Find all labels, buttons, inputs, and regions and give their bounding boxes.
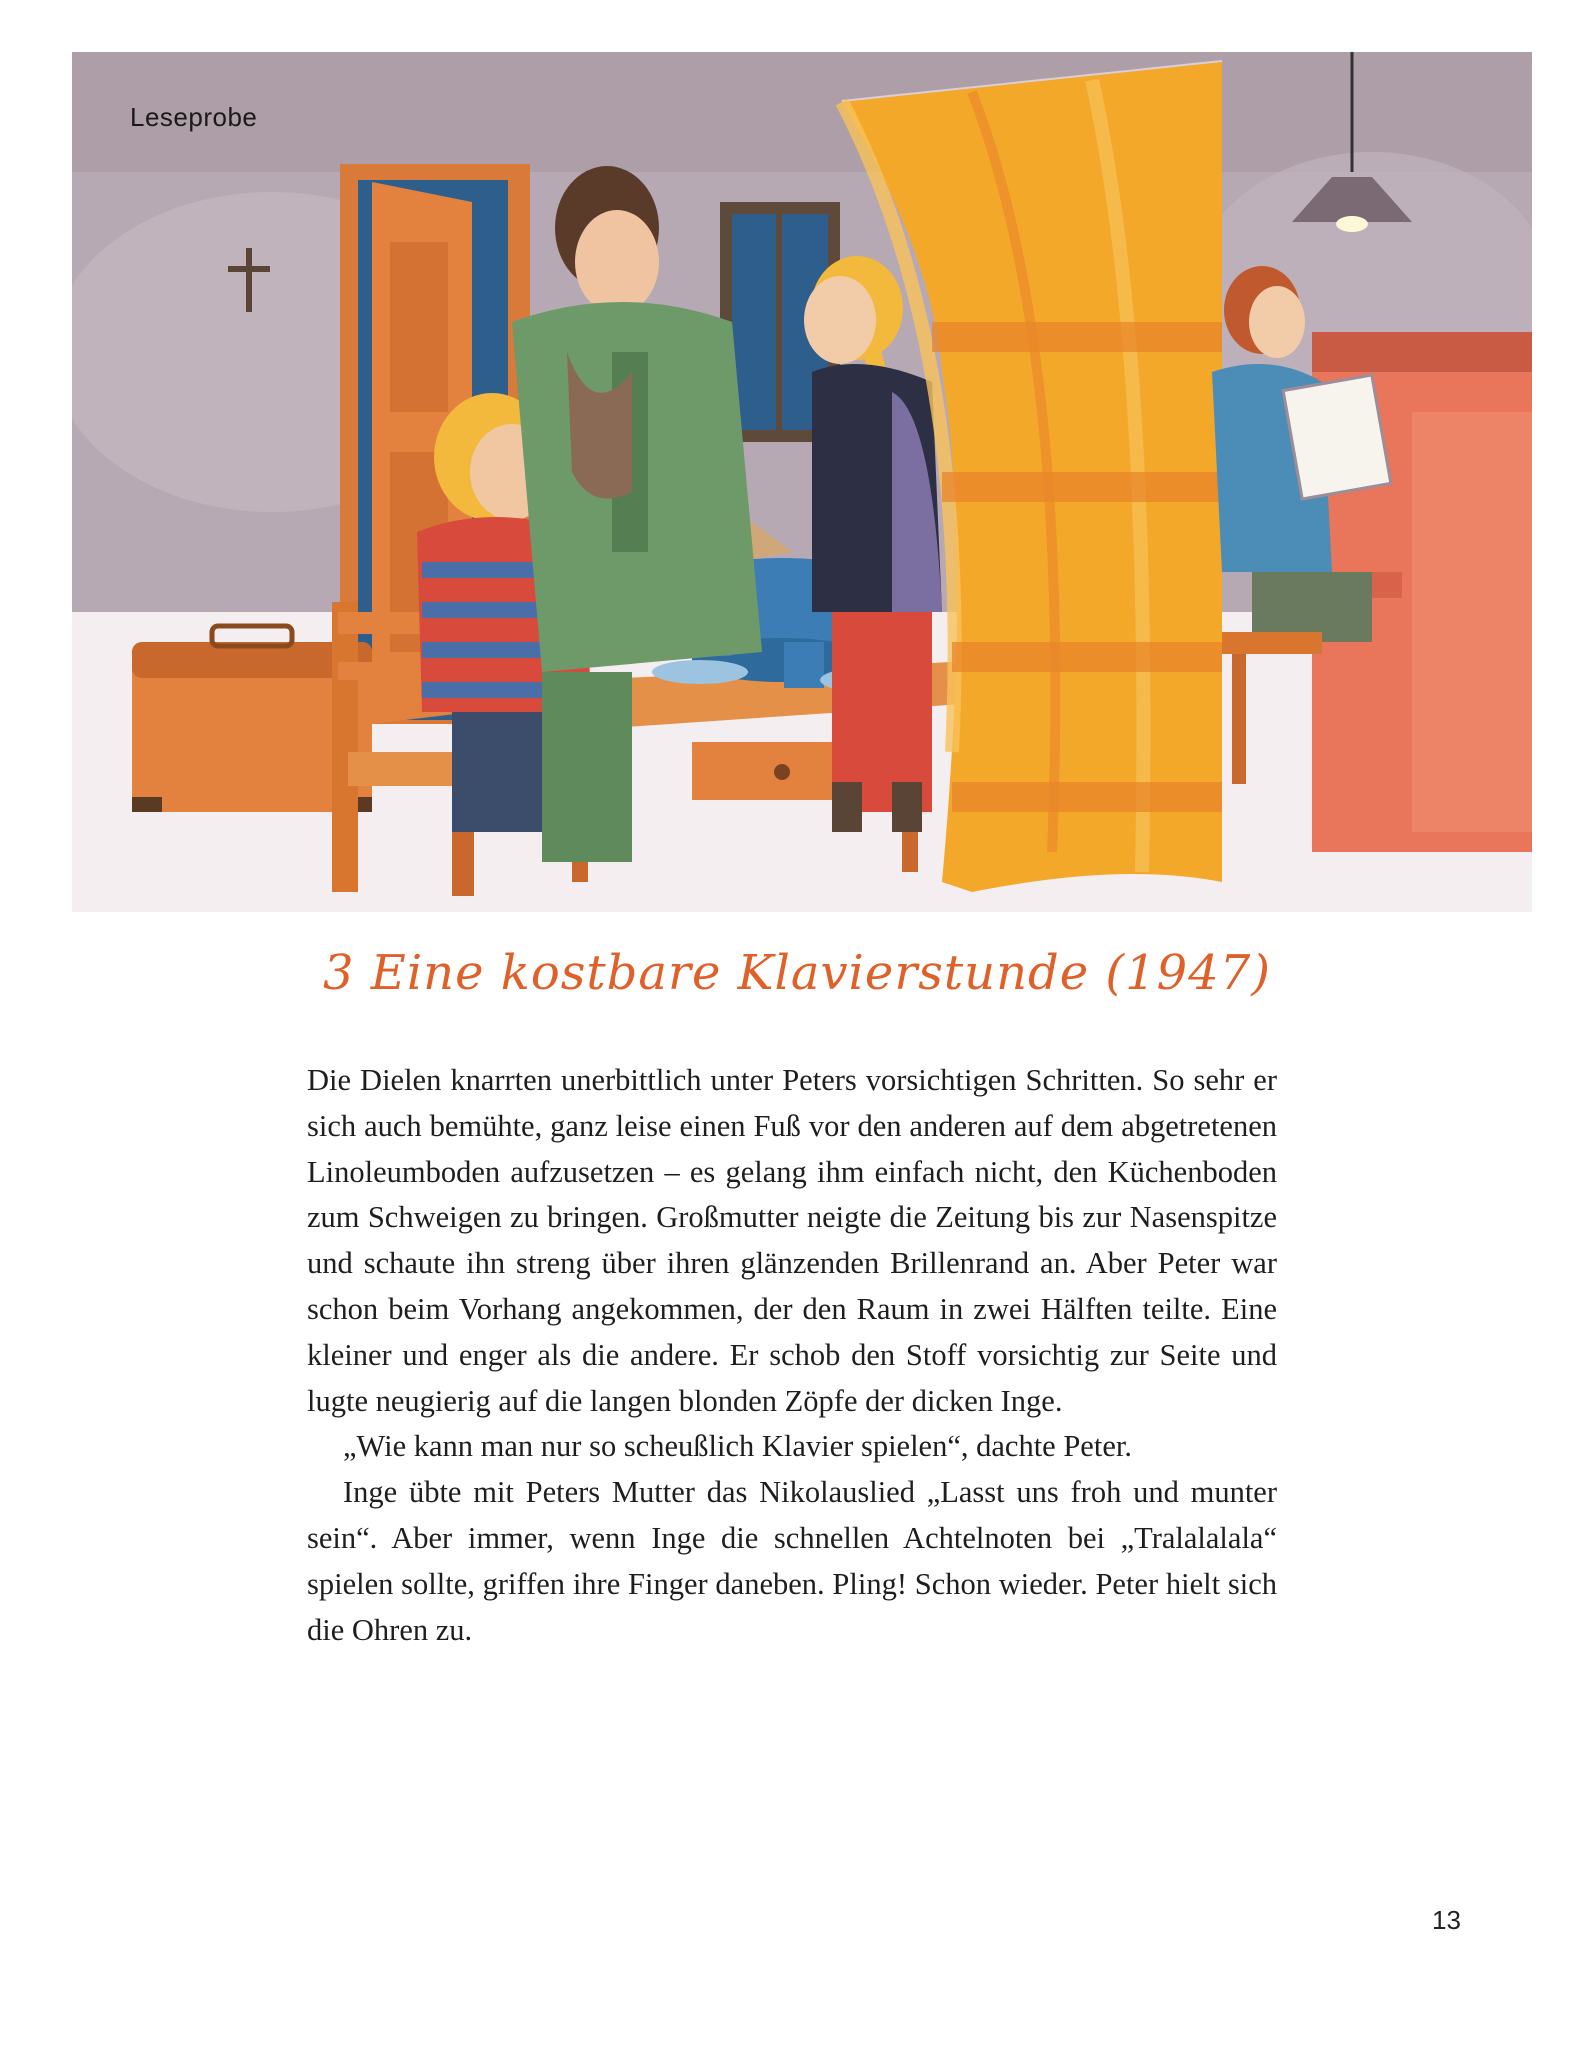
story-paragraph-3: Inge übte mit Peters Mutter das Nikolauslied „Lasst uns froh und munter sein“. Aber immer, wenn Inge die schnellen Achtelnoten bei „Tralalalala“ spielen sollte, griffen ihre Finger daneben. Pling! Schon wieder. Peter hielt sich die Ohren zu. — [307, 1475, 1277, 1647]
excerpt-label: Leseprobe — [130, 102, 258, 132]
story-paragraph-1: Die Dielen knarrten unerbittlich unter Peters vorsichtigen Schritten. So sehr er sich auch bemühte, ganz leise einen Fuß vor den anderen auf dem abgetretenen Linoleumboden aufzusetzen – es gelang ihm einfach nicht, den Küchenboden zum Schweigen zu bringen. Großmutter neigte die Zeitung bis zur Nasenspitze und schaute ihn streng über ihren glänzenden Brillenrand an. Aber Peter war schon beim Vorhang angekommen, der den Raum in zwei Hälften teilte. Eine kleiner und enger als die andere. Er schob den Stoff vorsichtig zur Seite und lugte neugierig auf die langen blonden Zöpfe der dicken Inge. — [307, 1063, 1277, 1418]
story-paragraph-2: „Wie kann man nur so scheußlich Klavier spielen“, dachte Peter. — [343, 1429, 1132, 1464]
chapter-illustration — [72, 52, 1532, 912]
chapter-title: 3 Eine kostbare Klavierstunde (1947) — [322, 945, 1272, 1001]
story-text — [307, 1058, 1277, 1653]
illustration-kitchen-scene-icon — [72, 52, 1532, 912]
page-number: 13 — [1432, 1905, 1461, 1935]
